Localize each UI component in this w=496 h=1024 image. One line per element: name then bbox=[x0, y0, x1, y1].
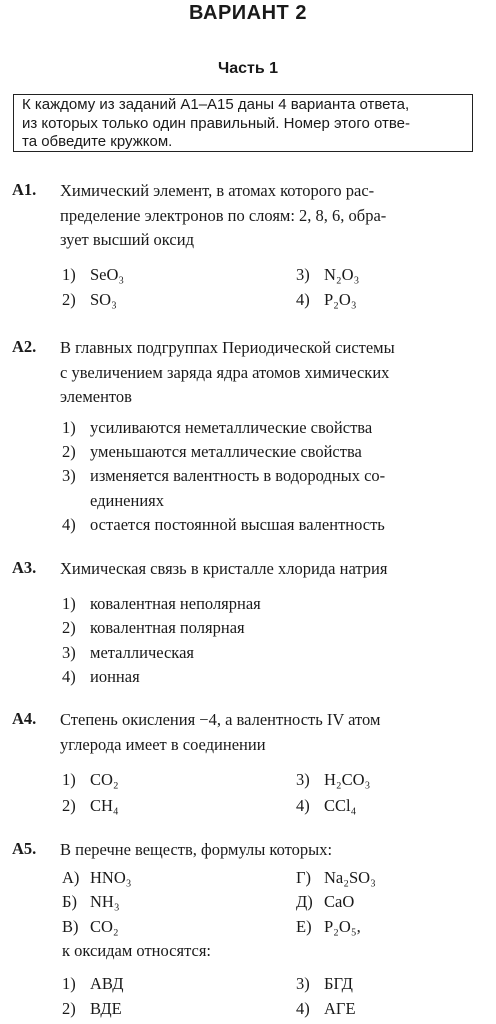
option-text: БГД bbox=[324, 974, 353, 993]
answer-option[interactable] bbox=[62, 972, 124, 996]
substance-item bbox=[62, 915, 119, 939]
substance-letter: Б) bbox=[62, 892, 77, 911]
answer-option[interactable] bbox=[62, 794, 119, 818]
question-text bbox=[60, 708, 488, 757]
answer-option[interactable] bbox=[62, 464, 385, 488]
option-text: CH₄ bbox=[90, 796, 119, 815]
question-line: Степень окисления −4, а валентность IV атом bbox=[60, 710, 381, 729]
option-number: 2) bbox=[62, 618, 76, 637]
answer-option[interactable] bbox=[296, 997, 356, 1021]
instruction-line: К каждому из заданий А1–А15 даны 4 варианта ответа, bbox=[22, 96, 410, 113]
substance-item bbox=[296, 866, 376, 890]
answer-option-continuation bbox=[90, 489, 164, 513]
substance-letter: В) bbox=[62, 917, 79, 936]
option-number: 1) bbox=[62, 594, 76, 613]
question-number: А3. bbox=[12, 558, 37, 577]
option-number: 4) bbox=[296, 796, 310, 815]
question-text bbox=[60, 179, 488, 253]
question-line: В перечне веществ, формулы которых: bbox=[60, 840, 333, 859]
answer-option[interactable] bbox=[296, 794, 356, 818]
question-line: с увеличением заряда ядра атомов химических bbox=[60, 362, 390, 382]
substance-letter: Д) bbox=[296, 892, 313, 911]
substance-letter: Е) bbox=[296, 917, 312, 936]
option-text: H₂CO₃ bbox=[324, 770, 371, 789]
option-text: остается постоянной высшая валентность bbox=[90, 515, 385, 534]
answer-option[interactable] bbox=[62, 997, 122, 1021]
option-text: усиливаются неметаллические свойства bbox=[90, 418, 373, 437]
part-title: Часть 1 bbox=[217, 60, 279, 77]
answer-option[interactable] bbox=[296, 768, 370, 792]
answer-option[interactable] bbox=[62, 288, 117, 312]
question-line: зует высший оксид bbox=[60, 230, 194, 249]
answer-option[interactable] bbox=[296, 288, 357, 312]
answer-option[interactable] bbox=[62, 768, 119, 792]
question-number: А5. bbox=[12, 839, 37, 858]
answer-option[interactable] bbox=[62, 263, 124, 287]
option-text: N₂O₃ bbox=[324, 265, 360, 284]
answer-option[interactable] bbox=[62, 416, 372, 440]
answer-option[interactable] bbox=[62, 665, 140, 689]
question-line: Химическая связь в кристалле хлорида натрия bbox=[60, 559, 388, 578]
answer-option[interactable] bbox=[62, 641, 194, 665]
option-number: 4) bbox=[296, 999, 310, 1018]
option-text: изменяется валентность в водородных со- bbox=[90, 466, 386, 485]
option-text: SeO₃ bbox=[90, 265, 125, 284]
option-number: 1) bbox=[62, 770, 76, 789]
substance-item bbox=[62, 866, 132, 890]
option-number: 2) bbox=[62, 796, 76, 815]
substance-formula: HNO₃ bbox=[90, 868, 132, 887]
option-text: единениях bbox=[90, 491, 164, 510]
instruction-line: та обведите кружком. bbox=[22, 133, 173, 150]
substance-letter: А) bbox=[62, 868, 80, 887]
option-text: P₂O₃ bbox=[324, 290, 357, 309]
option-text: металлическая bbox=[90, 643, 194, 662]
option-number: 3) bbox=[62, 466, 76, 485]
option-number: 4) bbox=[62, 515, 76, 534]
answer-option[interactable] bbox=[62, 616, 245, 640]
question-number: А1. bbox=[12, 180, 37, 199]
question-line: В главных подгруппах Периодической системы bbox=[60, 338, 395, 357]
option-text: ионная bbox=[90, 667, 140, 686]
option-number: 2) bbox=[62, 290, 76, 309]
substance-formula: CaO bbox=[324, 892, 355, 911]
option-text: уменьшаются металлические свойства bbox=[90, 442, 362, 461]
question-line: элементов bbox=[60, 387, 132, 406]
option-number: 4) bbox=[62, 667, 76, 686]
question-line: Химический элемент, в атомах которого рас- bbox=[60, 181, 375, 200]
substance-formula: P₂O₅, bbox=[324, 917, 361, 936]
question-text bbox=[60, 557, 488, 582]
option-number: 1) bbox=[62, 974, 76, 993]
substance-formula: CO₂ bbox=[90, 917, 119, 936]
option-number: 3) bbox=[62, 643, 76, 662]
instruction-box bbox=[13, 94, 473, 152]
substance-item bbox=[296, 915, 361, 939]
option-text: ВДЕ bbox=[90, 999, 122, 1018]
question-number: А2. bbox=[12, 337, 37, 356]
option-number: 2) bbox=[62, 442, 76, 461]
substance-letter: Г) bbox=[296, 868, 312, 887]
instruction-line: из которых только один правильный. Номер этого отве- bbox=[22, 114, 411, 132]
substance-item bbox=[62, 890, 120, 914]
answer-option[interactable] bbox=[62, 440, 362, 464]
substance-formula: Na₂SO₃ bbox=[324, 868, 376, 887]
option-text: CCl₄ bbox=[324, 796, 357, 815]
question-text bbox=[60, 336, 488, 410]
option-text: ковалентная неполярная bbox=[90, 594, 261, 613]
option-number: 4) bbox=[296, 290, 310, 309]
option-number: 1) bbox=[62, 418, 76, 437]
substance-item bbox=[296, 890, 354, 914]
option-text: АВД bbox=[90, 974, 124, 993]
option-text: CO₂ bbox=[90, 770, 119, 789]
question-line: пределение электронов по слоям: 2, 8, 6, обра- bbox=[60, 205, 387, 225]
substance-formula: NH₃ bbox=[90, 892, 120, 911]
answer-option[interactable] bbox=[62, 592, 261, 616]
question-number: А4. bbox=[12, 709, 37, 728]
option-number: 3) bbox=[296, 974, 310, 993]
question-tail: к оксидам относятся: bbox=[62, 941, 211, 960]
answer-option[interactable] bbox=[296, 263, 359, 287]
option-number: 3) bbox=[296, 265, 310, 284]
option-text: ковалентная полярная bbox=[90, 618, 245, 637]
option-text: АГЕ bbox=[324, 999, 356, 1018]
option-number: 3) bbox=[296, 770, 310, 789]
answer-option[interactable] bbox=[62, 513, 385, 537]
question-line: углерода имеет в соединении bbox=[60, 734, 266, 754]
option-text: SO₃ bbox=[90, 290, 117, 309]
question-text bbox=[60, 838, 488, 863]
option-number: 2) bbox=[62, 999, 76, 1018]
option-number: 1) bbox=[62, 265, 76, 284]
variant-title: ВАРИАНТ 2 bbox=[189, 2, 307, 24]
answer-option[interactable] bbox=[296, 972, 353, 996]
